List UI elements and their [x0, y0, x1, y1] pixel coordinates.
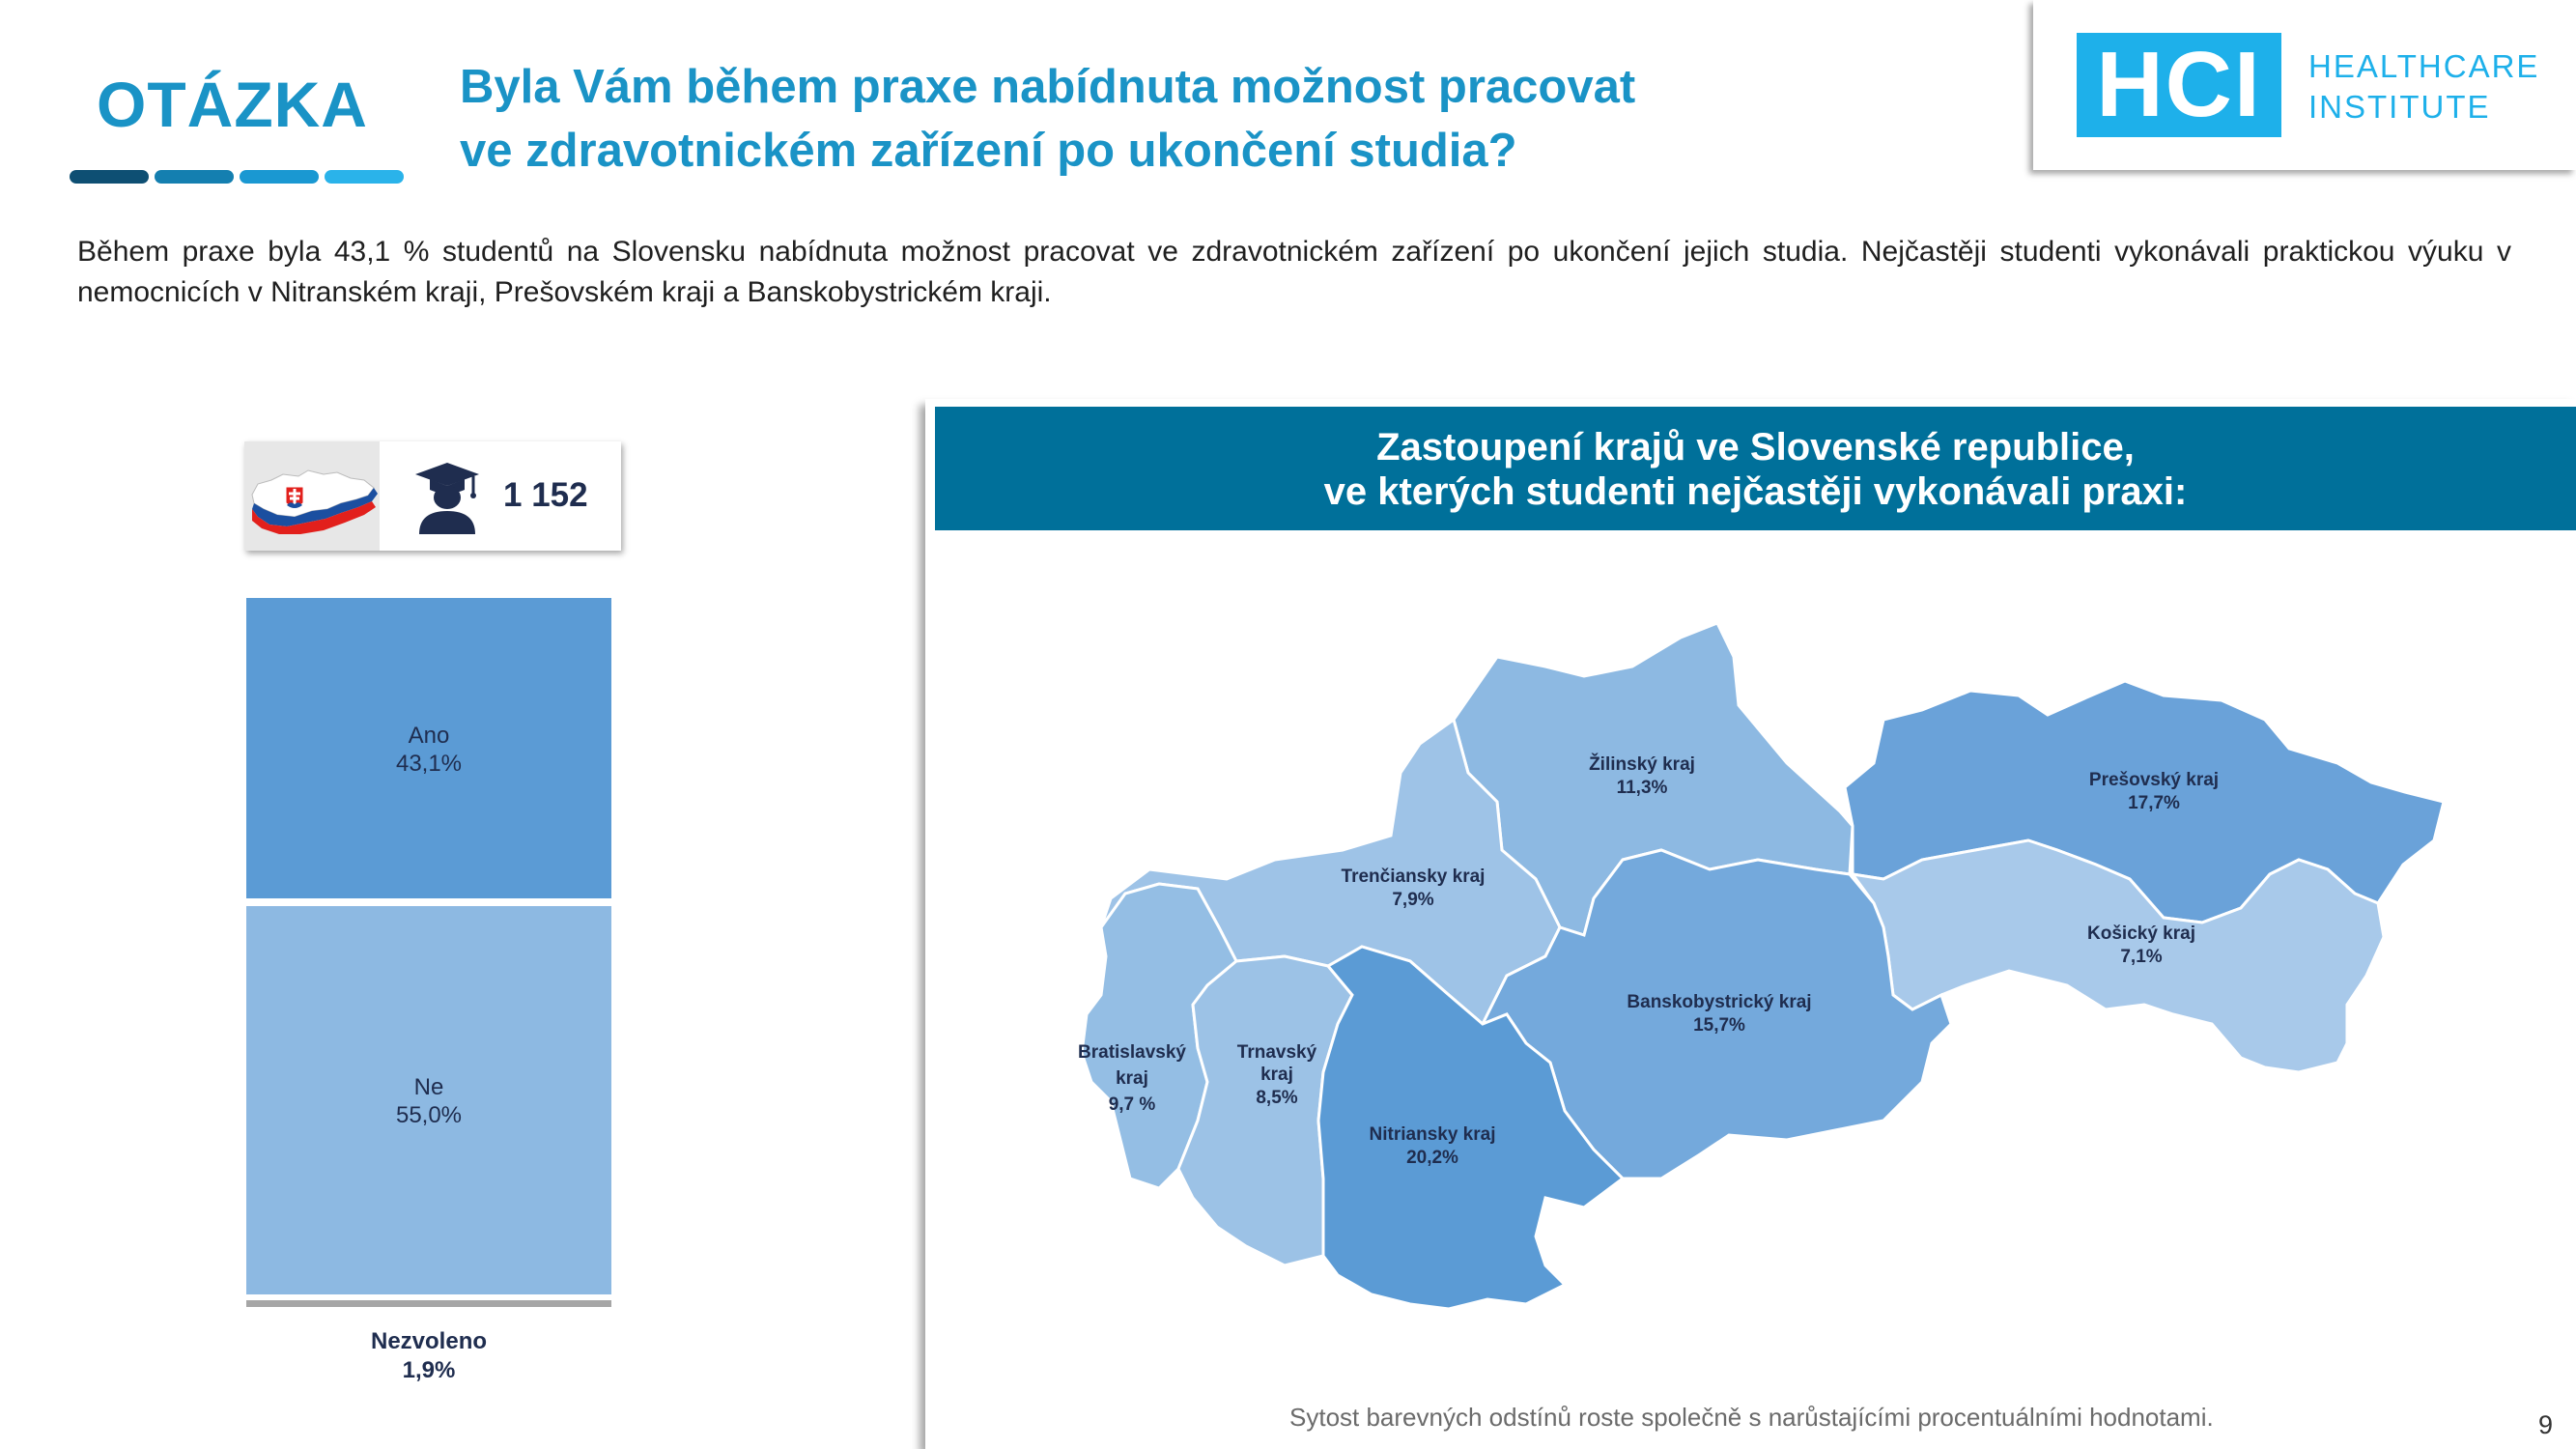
slovakia-flag-map-icon — [244, 441, 380, 551]
map-label-value: 11,3% — [1616, 778, 1668, 798]
map-label-name: Nitriansky kraj — [1369, 1124, 1496, 1145]
map-label-value: 15,7% — [1693, 1015, 1745, 1036]
underline-dash — [240, 170, 319, 184]
map-label-name: Prešovský kraj — [2088, 770, 2220, 790]
bar-value-ano: 43,1% — [395, 751, 463, 777]
map-footnote: Sytost barevných odstínů roste společně s narůstajícími procentuálními hodnotami. — [1289, 1403, 2214, 1432]
bar-value-nezvoleno: 1,9% — [402, 1357, 456, 1383]
bar-label-nezvoleno — [319, 1327, 539, 1385]
bar-category-nezvoleno: Nezvoleno — [370, 1328, 488, 1354]
section-title: OTÁZKA — [97, 69, 368, 140]
bar-label-ano — [246, 722, 611, 778]
question-line-1: Byla Vám během praxe nabídnuta možnost pracovat — [460, 61, 1636, 113]
slovakia-region-map — [925, 399, 2576, 1449]
map-title-line1: Zastoupení krajů ve Slovenské republice, — [1376, 426, 2135, 469]
question-line-2: ve zdravotnickém zařízení po ukončení studia? — [460, 125, 1517, 177]
bar-value-ne: 55,0% — [395, 1102, 463, 1128]
map-label-name: kraj — [1116, 1068, 1148, 1089]
map-label-value: 7,1% — [2120, 947, 2163, 967]
map-label-name: Žilinský kraj — [1589, 754, 1695, 775]
respondents-count: 1 152 — [503, 476, 588, 514]
bar-segment-ne — [246, 906, 611, 1294]
logo-mark: HCI — [2077, 33, 2281, 137]
intro-paragraph: Během praxe byla 43,1 % studentů na Slovensku nabídnuta možnost pracovat ve zdravotnickém zařízení po ukončení jejich studia. Nejčastěji studenti vykonávali praktickou výuku v nemocnicích v Nitranském kraji, Prešovském kraji a Banskobystrickém kraji. — [77, 236, 2511, 308]
map-label-name: Bratislavský — [1078, 1042, 1186, 1063]
map-label-value: 7,9% — [1392, 890, 1434, 910]
map-label-name: Trnavský — [1236, 1042, 1317, 1063]
map-label-value: 8,5% — [1256, 1088, 1298, 1108]
bar-category-ne: Ne — [413, 1074, 444, 1100]
map-label-name: Trenčiansky kraj — [1341, 867, 1486, 887]
map-label-value: 20,2% — [1406, 1148, 1458, 1168]
underline-dash — [155, 170, 234, 184]
map-label-name: kraj — [1260, 1065, 1293, 1085]
graduate-icon — [413, 461, 481, 534]
map-title-line2: ve kterých studenti nejčastěji vykonávali praxi: — [1323, 470, 2188, 513]
bar-category-ano: Ano — [408, 723, 450, 749]
underline-dash — [325, 170, 404, 184]
hci-logo — [2033, 0, 2576, 170]
bar-segment-nezvoleno — [246, 1300, 611, 1307]
map-label-name: Košický kraj — [2087, 923, 2195, 944]
map-label-value: 17,7% — [2128, 793, 2180, 813]
map-label-value: 9,7 % — [1108, 1094, 1156, 1115]
map-panel — [925, 399, 2576, 1449]
underline-dash — [70, 170, 149, 184]
map-label-name: Banskobystrický kraj — [1627, 992, 1812, 1012]
logo-text-line2: INSTITUTE — [2308, 89, 2491, 125]
logo-text-line1: HEALTHCARE — [2308, 48, 2540, 84]
bar-label-ne — [246, 1073, 611, 1129]
page-number: 9 — [2538, 1410, 2554, 1439]
respondents-box — [244, 441, 621, 551]
bar-segment-ano — [246, 598, 611, 898]
